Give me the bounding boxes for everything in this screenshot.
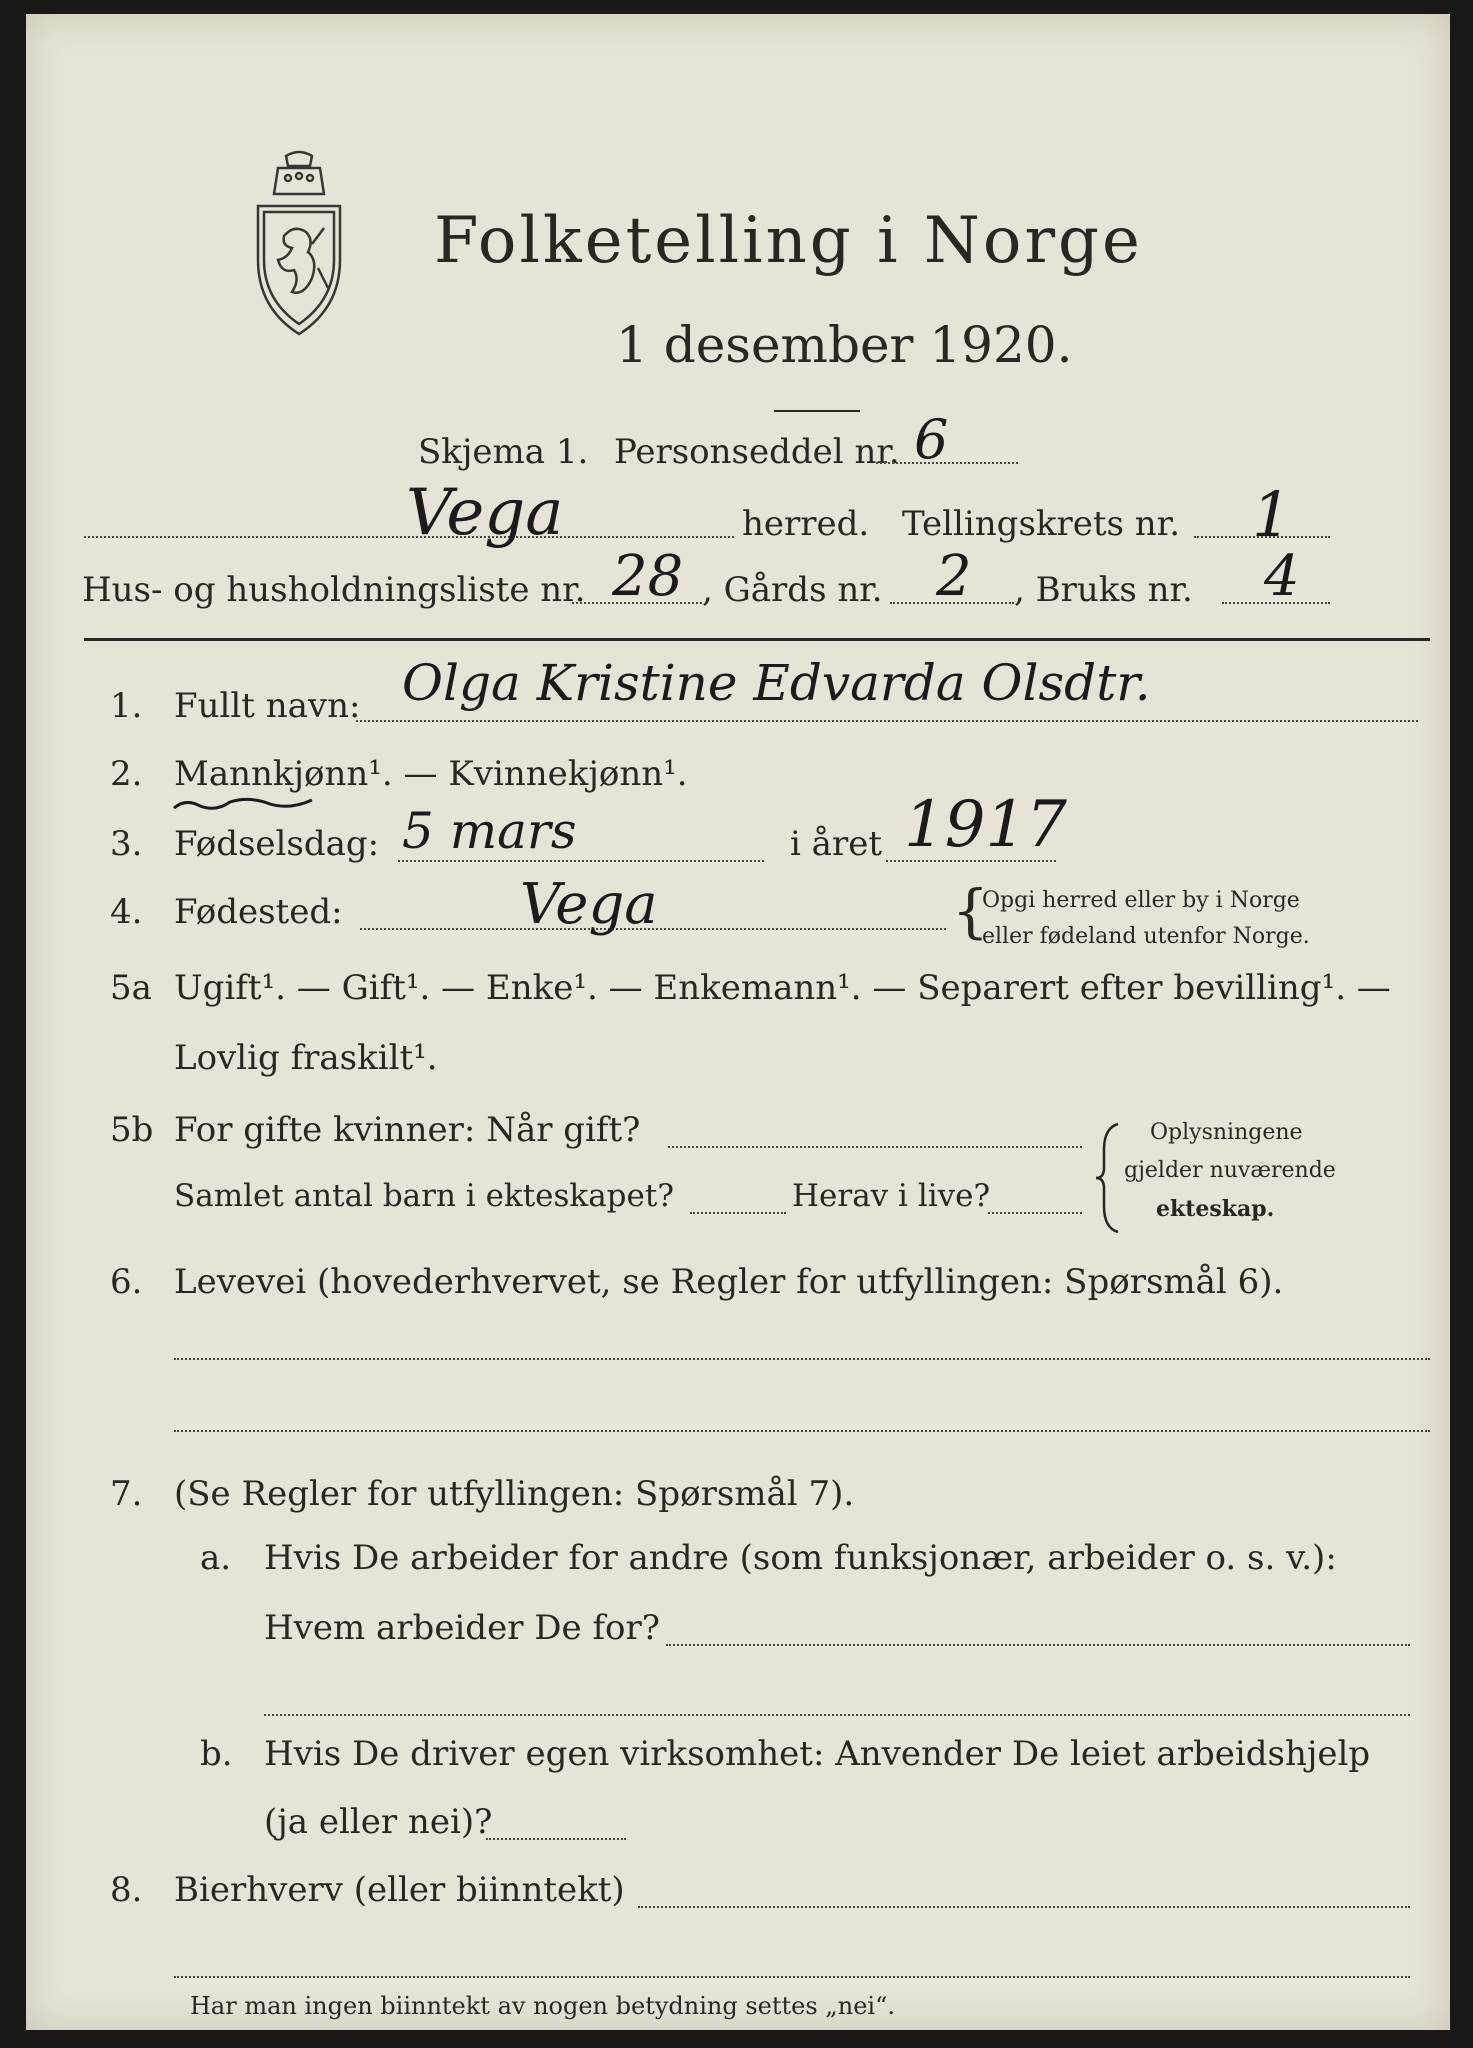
side-income-label: Bierhverv (eller biinntekt) — [174, 1870, 625, 1910]
q5a-number: 5a — [110, 968, 152, 1008]
q4-note-line1: Opgi herred eller by i Norge — [982, 888, 1300, 913]
census-date: 1 desember 1920. — [616, 316, 1073, 374]
civil-status-options: Ugift¹. — Gift¹. — Enke¹. — Enkemann¹. — Separert efter bevilling¹. — — [174, 968, 1391, 1008]
skjema-label: Skjema 1. — [418, 432, 589, 472]
personseddel-value: 6 — [914, 408, 949, 471]
coat-of-arms-icon — [248, 148, 350, 338]
hired-help-label: (ja eller nei)? — [264, 1802, 493, 1842]
tellingskrets-value: 1 — [1252, 478, 1292, 551]
q6-number: 6. — [110, 1262, 143, 1302]
footer-note: Har man ingen biinntekt av nogen betydning settes „nei“. — [190, 1992, 895, 2020]
brace-icon — [1094, 1120, 1122, 1236]
personseddel-label: Personseddel nr. — [614, 432, 900, 472]
occupation-field-line1[interactable] — [174, 1358, 1430, 1360]
husliste-label: Hus- og husholdningsliste nr. — [82, 570, 586, 610]
bruks-value: 4 — [1264, 544, 1300, 609]
year-label: i året — [790, 824, 882, 864]
tellingskrets-label: Tellingskrets nr. — [902, 504, 1181, 544]
herred-value: Vega — [406, 476, 564, 550]
employer-label: Hvem arbeider De for? — [264, 1608, 660, 1648]
children-alive-label: Herav i live? — [792, 1178, 991, 1214]
q7b-question: Hvis De driver egen virksomhet: Anvender De leiet arbeidshjelp — [264, 1734, 1371, 1774]
gards-label: , Gårds nr. — [702, 570, 883, 610]
birthday-value: 5 mars — [402, 802, 577, 860]
children-count-label: Samlet antal barn i ekteskapet? — [174, 1178, 674, 1214]
side-income-field-line2[interactable] — [174, 1976, 1410, 1978]
q7-number: 7. — [110, 1474, 143, 1514]
birthplace-value: Vega — [520, 872, 658, 937]
full-name-value: Olga Kristine Edvarda Olsdtr. — [402, 654, 1151, 712]
q1-number: 1. — [110, 686, 143, 726]
strike-mark-icon — [170, 794, 316, 814]
hired-help-field[interactable] — [486, 1838, 626, 1840]
q1-label: Fullt navn: — [174, 686, 361, 726]
q5b-note-line2: gjelder nuværende — [1124, 1158, 1336, 1183]
title-divider — [774, 410, 860, 412]
bruks-label: , Bruks nr. — [1014, 570, 1193, 610]
q2-number: 2. — [110, 754, 143, 794]
q4-note-line2: eller fødeland utenfor Norge. — [982, 924, 1310, 949]
q8-number: 8. — [110, 1870, 143, 1910]
census-form-page — [26, 14, 1450, 2030]
header-divider — [84, 638, 1430, 641]
q3-label: Fødselsdag: — [174, 824, 380, 864]
employer-field-line2[interactable] — [264, 1714, 1410, 1716]
occupation-field-line2[interactable] — [174, 1430, 1430, 1432]
married-date-label: For gifte kvinner: Når gift? — [174, 1110, 641, 1150]
kvinnekjonn-option[interactable]: Kvinnekjønn¹. — [448, 754, 688, 794]
q2-gender-options — [174, 754, 688, 794]
q7a-letter: a. — [200, 1538, 232, 1578]
birthday-field[interactable] — [398, 860, 764, 862]
option-separator: — — [392, 754, 449, 794]
q7-label: (Se Regler for utfyllingen: Spørsmål 7). — [174, 1474, 855, 1514]
mannkjonn-option[interactable]: Mannkjønn¹. — [174, 754, 393, 794]
q3-number: 3. — [110, 824, 143, 864]
civil-status-options-cont: Lovlig fraskilt¹. — [174, 1038, 438, 1078]
form-title: Folketelling i Norge — [434, 204, 1143, 278]
husliste-value: 28 — [612, 544, 684, 609]
side-income-field[interactable] — [638, 1906, 1410, 1908]
children-alive-field[interactable] — [988, 1212, 1082, 1214]
q4-number: 4. — [110, 892, 143, 932]
q4-label: Fødested: — [174, 892, 343, 932]
herred-label: herred. — [742, 504, 870, 544]
full-name-field[interactable] — [356, 720, 1418, 722]
birth-year-value: 1917 — [904, 788, 1067, 862]
married-date-field[interactable] — [668, 1146, 1082, 1148]
q7a-question: Hvis De arbeider for andre (som funksjonær, arbeider o. s. v.): — [264, 1538, 1337, 1578]
brace-icon: { — [952, 877, 989, 945]
gards-value: 2 — [936, 544, 972, 609]
children-count-field[interactable] — [690, 1212, 786, 1214]
occupation-label: Levevei (hovederhvervet, se Regler for utfyllingen: Spørsmål 6). — [174, 1262, 1284, 1302]
employer-field[interactable] — [666, 1644, 1410, 1646]
q5b-note-line1: Oplysningene — [1150, 1120, 1303, 1145]
q5b-number: 5b — [110, 1110, 154, 1150]
q5b-note-line3: ekteskap. — [1156, 1196, 1275, 1222]
q7b-letter: b. — [200, 1734, 233, 1774]
